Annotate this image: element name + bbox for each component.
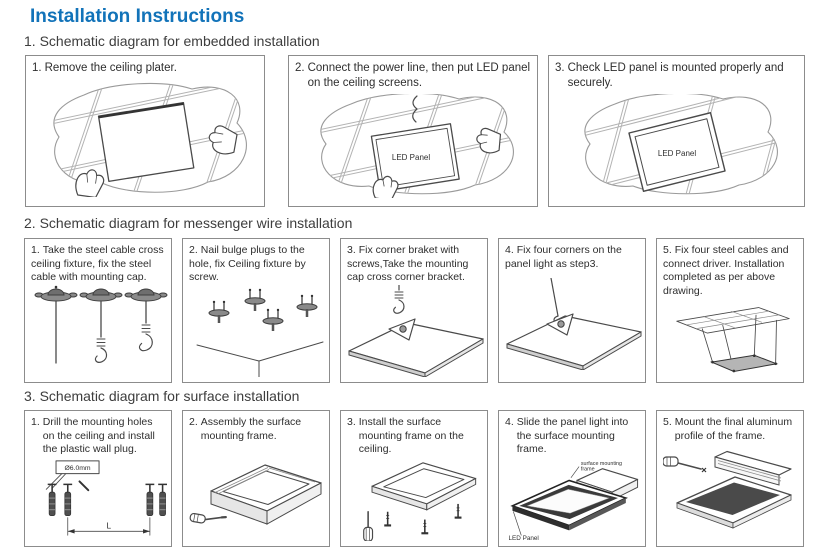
step-text: Fix four corners on the panel light as step3.	[505, 244, 622, 270]
step-caption	[663, 416, 797, 443]
step-text: Mount the final aluminum profile of the frame.	[674, 416, 793, 442]
step-number: 1.	[31, 244, 40, 256]
step-card-surface-1	[24, 410, 172, 547]
step-number: 1.	[32, 62, 42, 74]
led-panel-label: LED Panel	[657, 148, 696, 158]
step-card-wire-2	[182, 238, 330, 383]
step-caption	[347, 244, 481, 285]
length-label: L	[106, 520, 112, 531]
step-number: 3.	[347, 244, 356, 256]
step-text: Assembly the surface mounting frame.	[200, 416, 302, 442]
step-caption	[505, 416, 639, 457]
step-caption	[31, 244, 165, 285]
section-heading-embedded: 1. Schematic diagram for embedded installation	[24, 33, 320, 49]
step-card-wire-1	[24, 238, 172, 383]
page-title: Installation Instructions	[30, 6, 245, 27]
steel-cable-fixtures-illustration	[31, 285, 171, 377]
step-number: 2.	[189, 244, 198, 256]
section-heading-surface: 3. Schematic diagram for surface installation	[24, 388, 300, 404]
step-number: 4.	[505, 416, 514, 428]
step-number: 2.	[189, 416, 198, 428]
step-text: Take the steel cable cross ceiling fixture, fix the steel cable with mounting cap.	[31, 244, 164, 284]
wall-plugs	[48, 484, 167, 515]
ceiling-fixtures-illustration	[189, 285, 329, 377]
step-card-wire-5	[656, 238, 804, 383]
step-card-surface-4	[498, 410, 646, 547]
step-number: 5.	[663, 416, 672, 428]
step-text: Drill the mounting holes on the ceiling and install the plastic wall plug.	[42, 416, 155, 456]
install-frame-ceiling-illustration	[347, 457, 487, 541]
step-caption	[31, 416, 165, 457]
panel-mounted-illustration	[563, 94, 791, 198]
step-number: 1.	[31, 416, 40, 428]
slide-panel-into-frame-illustration	[505, 457, 645, 541]
step-caption	[555, 61, 798, 91]
step-number: 3.	[347, 416, 356, 428]
step-card-embedded-2	[288, 55, 538, 207]
step-text: Fix corner braket with screws,Take the mounting cap cross corner bracket.	[347, 244, 469, 284]
screwdriver	[190, 511, 226, 527]
step-caption	[189, 244, 323, 285]
step-caption	[663, 244, 797, 299]
remove-ceiling-plate-illustration	[32, 79, 260, 197]
step-caption	[295, 61, 531, 91]
connect-power-line-illustration	[299, 94, 527, 198]
frame-label: surface mounting frame	[580, 460, 622, 473]
step-card-surface-5	[656, 410, 804, 547]
step-card-embedded-1	[25, 55, 265, 207]
step-number: 5.	[663, 244, 672, 256]
step-card-embedded-3	[548, 55, 805, 207]
cable-on-corner-illustration	[505, 278, 645, 370]
step-text: Remove the ceiling plater.	[44, 62, 177, 74]
step-text: Slide the panel light into the surface mounting frame.	[516, 416, 629, 456]
mount-aluminum-profile-illustration	[663, 449, 803, 535]
step-caption	[32, 61, 258, 76]
step-card-wire-3	[340, 238, 488, 383]
led-panel-label: LED Panel	[508, 535, 539, 541]
step-text: Fix four steel cables and connect driver. Installation completed as per above drawing.	[663, 244, 789, 297]
section-heading-messenger-wire: 2. Schematic diagram for messenger wire installation	[24, 215, 353, 231]
embedded-steps-row	[25, 55, 805, 207]
suspended-panel-illustration	[663, 299, 803, 377]
step-number: 3.	[555, 62, 565, 74]
screwdriver	[364, 512, 373, 541]
step-card-surface-3	[340, 410, 488, 547]
step-caption	[505, 244, 639, 271]
step-text: Install the surface mounting frame on the ceiling.	[358, 416, 464, 456]
assemble-frame-illustration	[189, 449, 329, 535]
surface-steps-row	[24, 410, 804, 547]
led-panel-label: LED Panel	[391, 152, 431, 162]
corner-bracket-hook-illustration	[347, 285, 487, 377]
step-caption	[347, 416, 481, 457]
step-text: Connect the power line, then put LED panel on the ceiling screens.	[307, 62, 531, 89]
drill-holes-illustration	[31, 457, 171, 541]
screwdriver	[663, 457, 706, 472]
step-card-wire-4	[498, 238, 646, 383]
step-number: 2.	[295, 62, 305, 74]
step-text: Nail bulge plugs to the hole, fix Ceiling fixture by screw.	[189, 244, 306, 284]
diameter-label: Ø6.0mm	[64, 465, 91, 473]
step-text: Check LED panel is mounted properly and securely.	[567, 62, 784, 89]
step-card-surface-2	[182, 410, 330, 547]
step-caption	[189, 416, 323, 443]
step-number: 4.	[505, 244, 514, 256]
messenger-wire-steps-row	[24, 238, 804, 383]
